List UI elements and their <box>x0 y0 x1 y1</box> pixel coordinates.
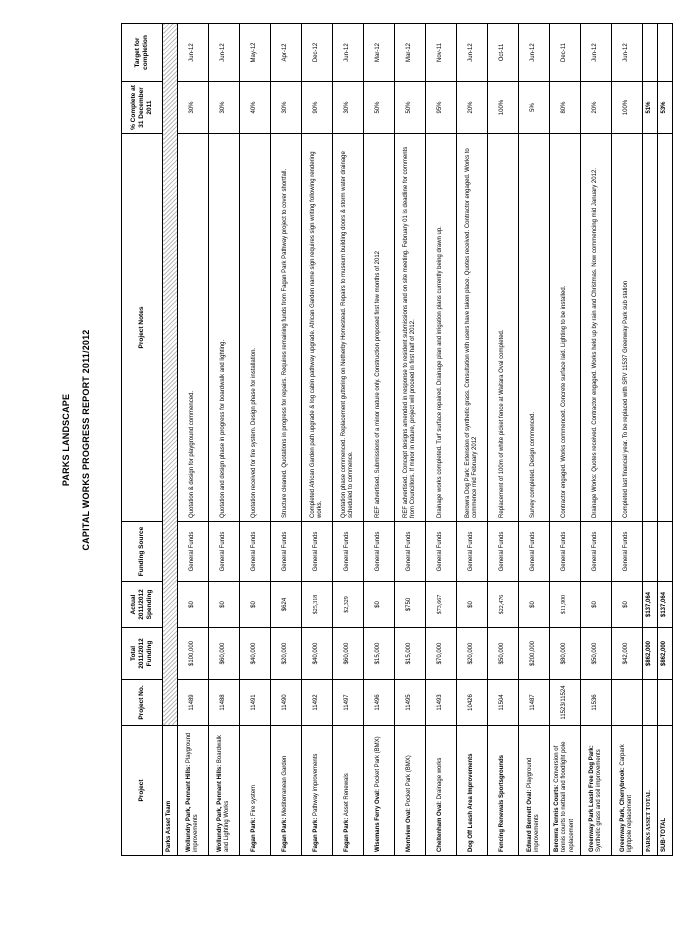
cell-actual-spending: $22,476 <box>488 582 519 628</box>
cell-project <box>333 726 364 856</box>
section-row <box>163 24 178 856</box>
cell-actual-spending: $0 <box>209 582 240 628</box>
cell-notes: Contractor engaged. Works commenced. Concrete surface laid. Lighting to be installed. <box>550 134 581 522</box>
project-name-bold: Montview Oval: <box>406 807 413 852</box>
cell-project <box>178 726 209 856</box>
cell-pct-complete: 40% <box>240 82 271 134</box>
cell-project-no <box>612 680 643 726</box>
cell-actual-spending: $0 <box>178 582 209 628</box>
cell-funding-source: General Funds <box>612 522 643 582</box>
cell-notes: Structure cleaned. Quotations in progress for repairs. Requires remaining funds from Fagan Park Pathway project to cover shortfall. <box>271 134 302 522</box>
col-header-target: Target for completion <box>122 24 163 82</box>
cell-pct-complete: 30% <box>209 82 240 134</box>
project-name-bold: Fagan Park: <box>251 817 258 852</box>
cell-funding-source: General Funds <box>519 522 550 582</box>
cell-actual-spending: $0 <box>240 582 271 628</box>
cell-target: Mar-12 <box>364 24 395 82</box>
col-header-total-funding: Total 2011/2012 Funding <box>122 628 163 680</box>
total-label: PARKS ASSET TOTAL <box>643 726 658 856</box>
cell-pct-complete: 80% <box>550 82 581 134</box>
total-actual: $137,064 <box>658 582 673 628</box>
cell-target: Jun-12 <box>333 24 364 82</box>
cell-actual-spending: $0 <box>612 582 643 628</box>
cell-target: Jun-12 <box>519 24 550 82</box>
cell-funding-source: General Funds <box>209 522 240 582</box>
col-header-project-no: Project No. <box>122 680 163 726</box>
cell-project-no: 11492 <box>302 680 333 726</box>
cell-pct-complete: 90% <box>302 82 333 134</box>
cell-notes: Quotation & design for playground commenced. <box>178 134 209 522</box>
project-name-bold: Fagan Park: <box>344 817 351 852</box>
cell-project-no: 11497 <box>333 680 364 726</box>
cell-project <box>519 726 550 856</box>
project-name-rest: Mediterranean Garden <box>282 755 289 818</box>
report-title: PARKS LANDSCAPE <box>61 393 71 487</box>
cell-project <box>426 726 457 856</box>
cell-target: Dec-12 <box>302 24 333 82</box>
total-row <box>658 24 673 856</box>
project-name-rest: Fire system <box>251 784 258 818</box>
table-body <box>163 24 673 856</box>
progress-table-wrapper <box>121 24 668 856</box>
cell-actual-spending: $750 <box>395 582 426 628</box>
project-name-bold: Greenway Park Leash Free Dog Park: <box>588 745 595 852</box>
cell-project <box>271 726 302 856</box>
cell-target: Jun-12 <box>178 24 209 82</box>
cell-pct-complete: 20% <box>457 82 488 134</box>
cell-funding-source: General Funds <box>550 522 581 582</box>
cell-project <box>240 726 271 856</box>
cell-total-funding: $15,000 <box>395 628 426 680</box>
total-funding: $862,000 <box>643 628 658 680</box>
table-row <box>426 24 457 856</box>
total-funding: $862,000 <box>658 628 673 680</box>
table-row <box>178 24 209 856</box>
cell-actual-spending: $0 <box>581 582 612 628</box>
cell-pct-complete: 50% <box>395 82 426 134</box>
cell-project-no: 11487 <box>519 680 550 726</box>
cell-project-no: 11536 <box>581 680 612 726</box>
cell-notes: Replacement of 100m of white picket fence at Waitara Oval completed. <box>488 134 519 522</box>
cell-project <box>364 726 395 856</box>
cell-project <box>581 726 612 856</box>
col-header-actual-spending: Actual 2011/2012 Spending <box>122 582 163 628</box>
cell-actual-spending: $73,667 <box>426 582 457 628</box>
cell-target: Oct-11 <box>488 24 519 82</box>
cell-total-funding: $40,000 <box>302 628 333 680</box>
project-name-rest: Pocket Park (BMX) <box>375 736 382 790</box>
cell-project-no: 11491 <box>240 680 271 726</box>
cell-notes: Quotation received for fire system. Design phase for installation. <box>240 134 271 522</box>
cell-pct-complete: 30% <box>178 82 209 134</box>
total-actual: $137,064 <box>643 582 658 628</box>
project-name-bold: Berowra Tennis Courts: <box>553 784 560 852</box>
cell-target: Jun-12 <box>581 24 612 82</box>
cell-actual-spending: $0 <box>364 582 395 628</box>
col-header-funding-source: Funding Source <box>122 522 163 582</box>
project-name-bold: Edward Bennett Oval: <box>526 789 533 852</box>
table-row <box>395 24 426 856</box>
cell-notes: REF advertised. Submissions of a minor nature only. Construction proposed first few months of 2012 <box>364 134 395 522</box>
cell-notes: Completed last financial year. To be replaced with SRV 11537 Greenway Park sub station <box>612 134 643 522</box>
cell-total-funding: $200,000 <box>519 628 550 680</box>
cell-target: Jun-12 <box>457 24 488 82</box>
cell-funding-source: General Funds <box>581 522 612 582</box>
cell-pct-complete: 95% <box>426 82 457 134</box>
table-row <box>333 24 364 856</box>
cell-total-funding: $100,000 <box>178 628 209 680</box>
cell-total-funding: $50,000 <box>488 628 519 680</box>
cell-target: Dec-11 <box>550 24 581 82</box>
cell-funding-source: General Funds <box>178 522 209 582</box>
cell-target: Mar-12 <box>395 24 426 82</box>
project-name-bold: Dog Off Leash Area Improvements <box>468 753 475 852</box>
cell-notes: REF advertised. Concept designs amended in response to resident submissions and on site meeting. February 01 is deadline for comments from Councillors. If minor in nature, project will proceed in first half of 2012. <box>395 134 426 522</box>
cell-total-funding: $60,000 <box>333 628 364 680</box>
cell-project <box>302 726 333 856</box>
table-row <box>612 24 643 856</box>
total-pct: 51% <box>643 82 658 134</box>
col-header-pct-complete: % Complete at 31 December 2011 <box>122 82 163 134</box>
project-name-rest: Playground improvements <box>526 757 540 852</box>
project-name-rest: Asset Renewals <box>344 773 351 818</box>
table-row <box>302 24 333 856</box>
cell-target: Nov-11 <box>426 24 457 82</box>
rotated-report-page <box>53 24 668 856</box>
project-name-bold: Wollundry Park, Pennant Hills: <box>185 764 192 852</box>
project-name-rest: Drainage works <box>437 757 444 801</box>
cell-total-funding: $80,000 <box>550 628 581 680</box>
cell-project <box>209 726 240 856</box>
total-empty-source <box>643 522 658 582</box>
cell-project <box>550 726 581 856</box>
cell-actual-spending: $11,900 <box>550 582 581 628</box>
cell-pct-complete: 50% <box>364 82 395 134</box>
cell-total-funding: $42,000 <box>612 628 643 680</box>
project-name-rest: Synthetic grass and soil improvements <box>596 749 602 852</box>
cell-target: Apr-12 <box>271 24 302 82</box>
total-pct: 53% <box>658 82 673 134</box>
cell-target: May-12 <box>240 24 271 82</box>
cell-total-funding: $15,000 <box>364 628 395 680</box>
table-row <box>581 24 612 856</box>
project-name-bold: Fagan Park: <box>282 817 289 852</box>
cell-pct-complete: 30% <box>333 82 364 134</box>
table-row <box>488 24 519 856</box>
cell-actual-spending: $0 <box>519 582 550 628</box>
cell-funding-source: General Funds <box>302 522 333 582</box>
cell-total-funding: $40,000 <box>240 628 271 680</box>
cell-project-no: 11496 <box>364 680 395 726</box>
cell-pct-complete: 100% <box>612 82 643 134</box>
cell-notes: Drainage Works: Quotes received. Contractor engaged. Works held up by rain and Christmas. Now commencing mid January 2012. <box>581 134 612 522</box>
total-row <box>643 24 658 856</box>
cell-actual-spending: $0 <box>457 582 488 628</box>
cell-pct-complete: 30% <box>271 82 302 134</box>
total-empty-target <box>643 24 658 82</box>
cell-actual-spending: $624 <box>271 582 302 628</box>
cell-project-no: 11489 <box>178 680 209 726</box>
cell-actual-spending: $2,329 <box>333 582 364 628</box>
project-name-bold: Greenway Park, Cherrybrook: <box>619 767 626 852</box>
cell-project <box>457 726 488 856</box>
report-subtitle: CAPITAL WORKS PROGRESS REPORT 2011/2012 <box>81 329 91 551</box>
cell-funding-source: General Funds <box>364 522 395 582</box>
cell-project <box>488 726 519 856</box>
cell-project-no: 11504 <box>488 680 519 726</box>
report-header <box>53 24 109 856</box>
cell-target: Jun-12 <box>612 24 643 82</box>
cell-project-no: 11488 <box>209 680 240 726</box>
cell-project-no: 11523/11524 <box>550 680 581 726</box>
total-empty-no <box>658 680 673 726</box>
table-row <box>364 24 395 856</box>
cell-notes: Drainage works completed. Turf surface repaired. Drainage plan and irrigation plans currently being drawn up. <box>426 134 457 522</box>
cell-project <box>395 726 426 856</box>
cell-funding-source: General Funds <box>488 522 519 582</box>
col-header-project: Project <box>122 726 163 856</box>
cell-total-funding: $70,000 <box>426 628 457 680</box>
cell-target: Jun-12 <box>209 24 240 82</box>
cell-pct-complete: 100% <box>488 82 519 134</box>
cell-funding-source: General Funds <box>457 522 488 582</box>
cell-total-funding: $20,000 <box>271 628 302 680</box>
progress-table <box>121 23 673 856</box>
project-name-bold: Wollundry Park, Pennant Hills: <box>216 764 223 852</box>
cell-funding-source: General Funds <box>271 522 302 582</box>
cell-total-funding: $20,000 <box>457 628 488 680</box>
table-header-row <box>122 24 163 856</box>
col-header-notes: Project Notes <box>122 134 163 522</box>
total-empty-no <box>643 680 658 726</box>
project-name-bold: Fagan Park: <box>313 817 320 852</box>
cell-project <box>612 726 643 856</box>
section-hatch <box>163 24 178 726</box>
project-name-rest: Playground improvements <box>185 732 199 852</box>
project-name-bold: Fencing Renewals Sportsgrounds <box>499 754 506 852</box>
project-name-rest: Pocket Park (BMX) <box>406 755 413 808</box>
section-label: Parks Asset Team <box>163 726 178 856</box>
project-name-bold: Cheltenham Oval: <box>437 800 444 852</box>
cell-project-no: 11495 <box>395 680 426 726</box>
cell-actual-spending: $25,318 <box>302 582 333 628</box>
project-name-bold: Wisemans Ferry Oval: <box>375 789 382 852</box>
project-name-rest: Pathway improvements <box>313 753 320 818</box>
cell-funding-source: General Funds <box>333 522 364 582</box>
project-name-rest: Boardwalk and Lighting Works <box>216 735 230 852</box>
cell-funding-source: General Funds <box>426 522 457 582</box>
total-empty-target <box>658 24 673 82</box>
cell-notes: Quotation phase commenced. Replacement guttering on Netherby Homestead. Repairs to museum building doors & storm water drainage scheduled to commence. <box>333 134 364 522</box>
cell-funding-source: General Funds <box>240 522 271 582</box>
total-empty-source <box>658 522 673 582</box>
project-name-rest: Conversion of tennis courts to netball and floodlight pole replacement <box>553 741 575 852</box>
cell-funding-source: General Funds <box>395 522 426 582</box>
cell-notes: Completed African Garden path upgrade & log cabin pathway upgrade. African Garden name sign requires sign writing following rendering works. <box>302 134 333 522</box>
table-row <box>209 24 240 856</box>
cell-project-no: 11490 <box>271 680 302 726</box>
cell-notes: Quotation and design phase in progress for boardwalk and lighting. <box>209 134 240 522</box>
cell-notes: Survey completed. Design commenced. <box>519 134 550 522</box>
cell-notes: Berowra Dog Park: Extension of synthetic grass. Consultation with users have taken place. Quotes received. Contractor engaged. Works to commence mid February 2012 <box>457 134 488 522</box>
cell-total-funding: $50,000 <box>581 628 612 680</box>
total-label: SUB-TOTAL <box>658 726 673 856</box>
table-row <box>519 24 550 856</box>
table-row <box>550 24 581 856</box>
total-empty-notes <box>658 134 673 522</box>
table-row <box>457 24 488 856</box>
table-row <box>240 24 271 856</box>
cell-total-funding: $60,000 <box>209 628 240 680</box>
cell-pct-complete: 5% <box>519 82 550 134</box>
cell-project-no: 10426 <box>457 680 488 726</box>
project-name-rest: Carpark lightpole replacement <box>619 744 633 852</box>
total-empty-notes <box>643 134 658 522</box>
table-row <box>271 24 302 856</box>
cell-pct-complete: 20% <box>581 82 612 134</box>
cell-project-no: 11493 <box>426 680 457 726</box>
